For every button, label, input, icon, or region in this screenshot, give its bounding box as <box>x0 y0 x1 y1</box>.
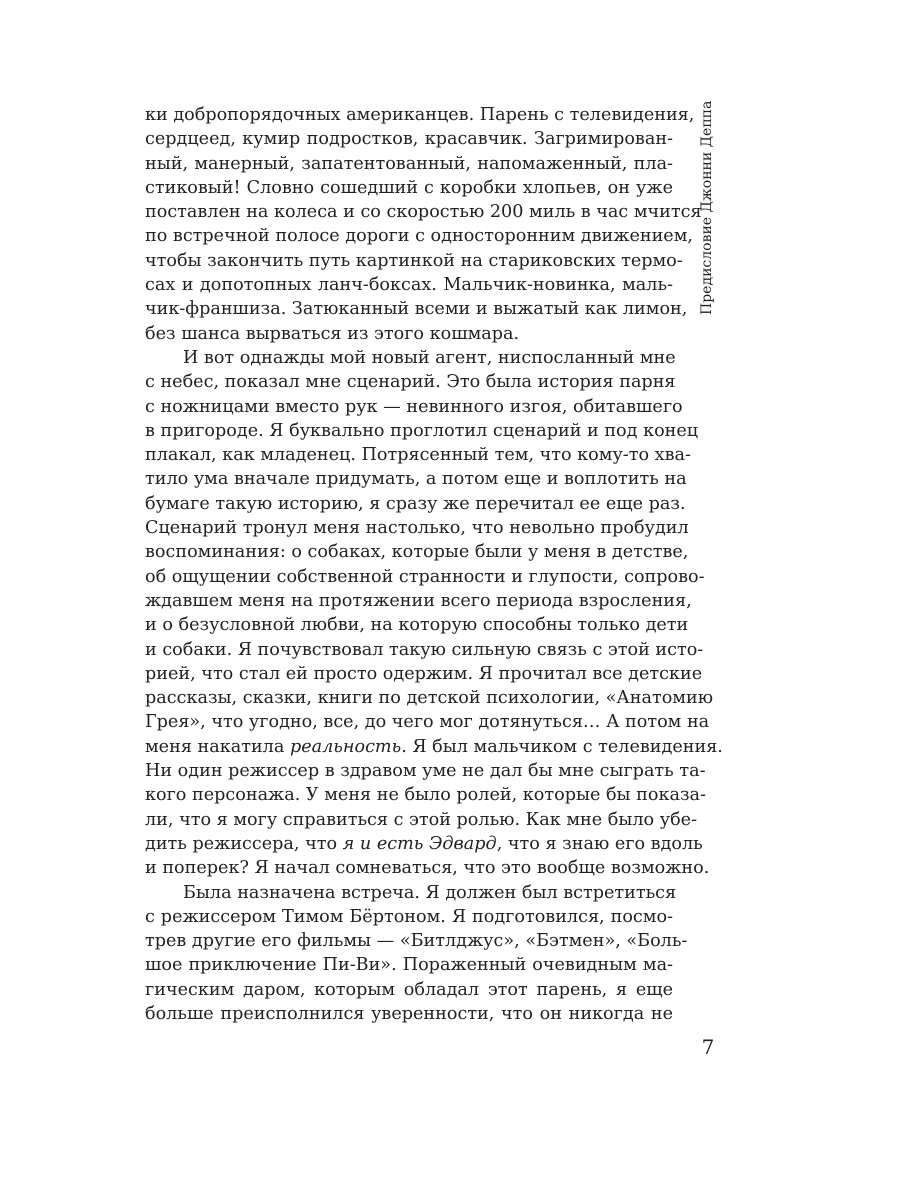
text-run: меня накатила <box>145 736 290 757</box>
text-line: Была назначена встреча. Я должен был встретиться <box>183 882 677 903</box>
text-line: больше преисполнился уверенности, что он никогда не <box>145 1003 673 1024</box>
page-number: 7 <box>701 1035 715 1059</box>
text-line: ки добропорядочных американцев. Парень с телевидения, <box>145 105 695 125</box>
italic-run: реальность <box>289 736 402 757</box>
text-line: по встречной полосе дороги с односторонним движением, <box>145 226 693 247</box>
paragraph-2 <box>145 346 723 881</box>
text-line: стиковый! Словно сошедший с коробки хлопьев, он уже <box>145 177 673 198</box>
paragraph-1 <box>145 103 702 346</box>
text-line: шое приключение Пи-Ви». Пораженный очевидным ма- <box>145 955 673 976</box>
text-run: . Я был мальчиком с телевидения. <box>401 736 723 757</box>
text-line <box>145 735 723 759</box>
text-run: дить режиссера, что <box>145 833 343 854</box>
text-line: без шанса вырваться из этого кошмара. <box>145 323 520 344</box>
text-line: Сценарий тронул меня настолько, что невольно пробудил <box>145 518 689 539</box>
text-line: поставлен на колеса и со скоростью 200 миль в час мчится <box>145 202 702 223</box>
text-line <box>145 832 703 856</box>
text-line: ный, манерный, запатентованный, напомаженный, пла- <box>145 153 673 174</box>
text-run: , что я знаю его вдоль <box>496 833 703 854</box>
italic-run: я и есть Эдвард <box>342 833 497 854</box>
text-line: плакал, как младенец. Потрясенный тем, что кому-то хва- <box>145 445 691 466</box>
text-line: Ни один режиссер в здравом уме не дал бы мне сыграть та- <box>145 761 706 782</box>
paragraph-3 <box>145 881 688 1027</box>
text-line: ли, что я могу справиться с этой ролью. Как мне было убе- <box>145 809 698 830</box>
text-line: и собаки. Я почувствовал такую сильную связь с этой исто- <box>145 639 704 660</box>
text-line: об ощущении собственной странности и глупости, сопрово- <box>145 566 705 587</box>
text-line: и о безусловной любви, на которую способны только дети <box>145 615 689 636</box>
text-line: кого персонажа. У меня не было ролей, которые бы показа- <box>145 785 706 806</box>
text-line: с ножницами вместо рук — невинного изгоя, обитавшего <box>145 396 683 417</box>
text-line: чик-франшиза. Затюканный всеми и выжатый как лимон, <box>145 299 688 320</box>
text-line: сердцеед, кумир подростков, красавчик. Загримирован- <box>145 129 673 150</box>
running-head: Предисловие Джонни Деппа <box>699 100 715 316</box>
text-line: в пригороде. Я буквально проглотил сценарий и под конец <box>145 420 699 441</box>
text-line: Грея», что угодно, все, до чего мог дотянуться… А потом на <box>145 712 710 733</box>
text-line: сах и допотопных ланч-боксах. Мальчик-новинка, маль- <box>145 275 673 296</box>
text-line: ждавшем меня на протяжении всего периода взросления, <box>145 590 692 611</box>
text-line: тило ума вначале придумать, а потом еще и воплотить на <box>145 469 687 490</box>
text-line: рией, что стал ей просто одержим. Я прочитал все детские <box>145 663 703 684</box>
text-line: рассказы, сказки, книги по детской психологии, «Анатомию <box>145 688 714 709</box>
text-line: и поперек? Я начал сомневаться, что это вообще возможно. <box>145 858 710 879</box>
text-line: воспоминания: о собаках, которые были у меня в детстве, <box>145 542 689 563</box>
text-line: гическим даром, которым обладал этот парень, я еще <box>145 979 673 1000</box>
text-line: с режиссером Тимом Бёртоном. Я подготовился, посмо- <box>145 906 673 927</box>
text-line: чтобы закончить путь картинкой на стариковских термо- <box>145 250 683 271</box>
text-line: бумаге такую историю, я сразу же перечитал ее еще раз. <box>145 493 686 514</box>
text-line: трев другие его фильмы — «Битлджус», «Бэтмен», «Боль- <box>145 931 688 952</box>
text-line: с небес, показал мне сценарий. Это была история парня <box>145 372 676 393</box>
text-line: И вот однажды мой новый агент, ниспосланный мне <box>183 347 676 368</box>
